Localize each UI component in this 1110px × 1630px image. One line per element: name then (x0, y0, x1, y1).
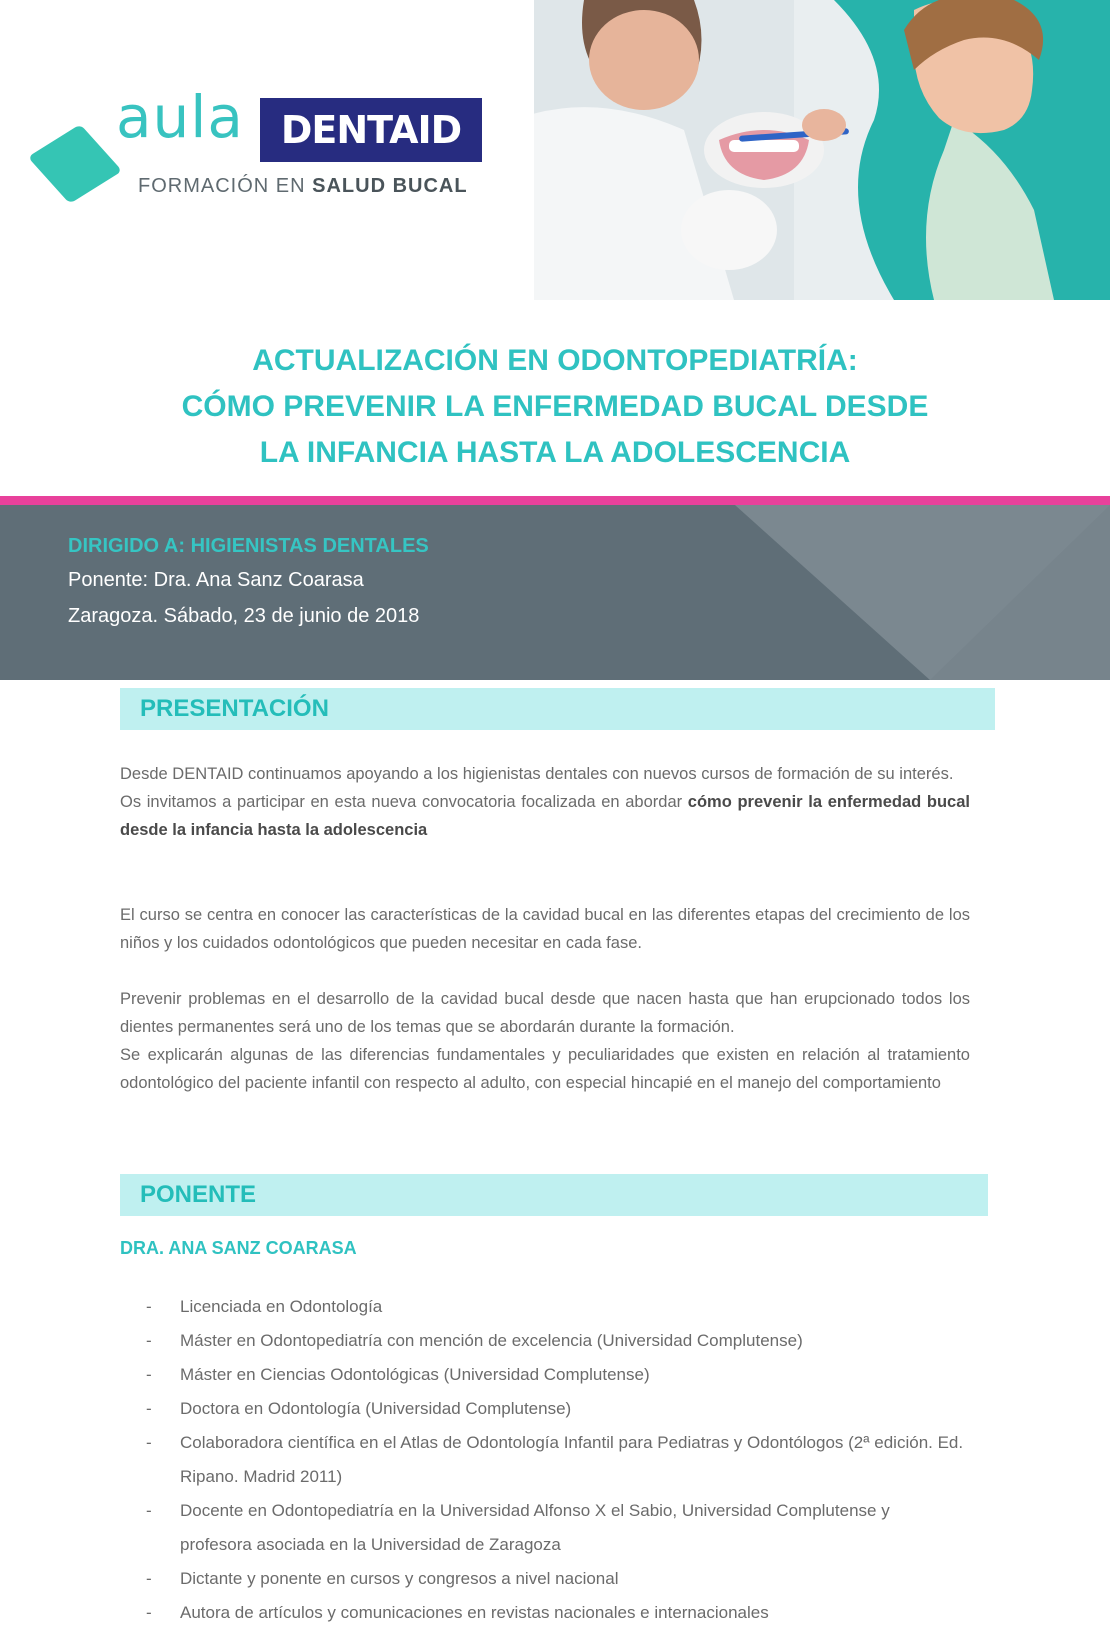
dash-bullet: - (146, 1433, 152, 1452)
info-band (0, 505, 1110, 680)
title-line-2: CÓMO PREVENIR LA ENFERMEDAD BUCAL DESDE (181, 390, 929, 423)
logo-aula-text: aula (116, 83, 244, 151)
list-item (146, 1290, 966, 1324)
list-item (146, 1562, 966, 1596)
logo-tagline (138, 175, 468, 198)
presentacion-p1b (120, 788, 970, 844)
tagline-bold: SALUD BUCAL (312, 175, 468, 197)
speaker-cv-list (146, 1290, 966, 1630)
dash-bullet: - (146, 1569, 152, 1588)
tagline-light: FORMACIÓN EN (138, 175, 306, 197)
presentacion-paragraph-2 (120, 901, 970, 957)
dash-bullet: - (146, 1399, 152, 1418)
pink-divider (0, 496, 1110, 505)
dash-bullet: - (146, 1365, 152, 1384)
audience-label: DIRIGIDO A: HIGIENISTAS DENTALES (68, 535, 429, 557)
dash-bullet: - (146, 1501, 152, 1520)
dash-bullet: - (146, 1331, 152, 1350)
list-item (146, 1596, 966, 1630)
photo-illustration (534, 0, 1110, 300)
cv-item-text: Autora de artículos y comunicaciones en revistas nacionales e internacionales (180, 1603, 769, 1622)
dash-bullet: - (146, 1297, 152, 1316)
aula-dentaid-logo[interactable] (44, 83, 484, 205)
cv-item-text: Licenciada en Odontología (180, 1297, 383, 1316)
cv-item-text: Dictante y ponente en cursos y congresos a nivel nacional (180, 1569, 619, 1588)
course-title (0, 338, 1110, 476)
presentacion-p1b-prefix: Os invitamos a participar en esta nueva convocatoria focalizada en abordar (120, 793, 688, 811)
list-item (146, 1324, 966, 1358)
section-ponente-heading: PONENTE (120, 1174, 988, 1216)
title-line-1: ACTUALIZACIÓN EN ODONTOPEDIATRÍA: (252, 344, 858, 377)
list-item (146, 1392, 966, 1426)
presentacion-paragraph-3 (120, 985, 970, 1097)
presentacion-p3a: Prevenir problemas en el desarrollo de la cavidad bucal desde que nacen hasta que han erupcionado todos los dientes permanentes será uno de los temas que se abordarán durante la formación. (120, 990, 970, 1036)
section-presentacion-heading: PRESENTACIÓN (120, 688, 995, 730)
cv-item-text: Máster en Odontopediatría con mención de excelencia (Universidad Complutense) (180, 1331, 803, 1350)
cv-item-text: Máster en Ciencias Odontológicas (Universidad Complutense) (180, 1365, 650, 1384)
presentacion-p3b: Se explicarán algunas de las diferencias fundamentales y peculiaridades que existen en relación al tratamiento odontológico del paciente infantil con respecto al adulto, con especial hincapié en el manejo del comportamiento (120, 1046, 970, 1092)
presentacion-p2: El curso se centra en conocer las características de la cavidad bucal en las diferentes etapas del crecimiento de los niños y los cuidados odontológicos que pueden necesitar en cada fase. (120, 906, 970, 952)
speaker-label: Ponente: Dra. Ana Sanz Coarasa (68, 569, 364, 591)
presentacion-p1a: Desde DENTAID continuamos apoyando a los higienistas dentales con nuevos cursos de formación de su interés. (120, 765, 954, 783)
logo-dentaid-text: DENTAID (260, 98, 482, 162)
dentist-child-photo (534, 0, 1110, 300)
speaker-name: DRA. ANA SANZ COARASA (120, 1238, 357, 1258)
logo-mark-icon (28, 124, 123, 204)
header (0, 0, 1110, 300)
cv-item-text: Colaboradora científica en el Atlas de Odontología Infantil para Pediatras y Odontólogos (2ª edición. Ed. Ripano. Madrid 2011) (180, 1433, 964, 1486)
title-line-3: LA INFANCIA HASTA LA ADOLESCENCIA (259, 436, 851, 469)
band-decoration (0, 505, 1110, 680)
list-item (146, 1494, 966, 1562)
dash-bullet: - (146, 1603, 152, 1622)
cv-item-text: Docente en Odontopediatría en la Universidad Alfonso X el Sabio, Universidad Complutense y profesora asociada en la Universidad de Zaragoza (180, 1501, 890, 1554)
cv-item-text: Doctora en Odontología (Universidad Complutense) (180, 1399, 572, 1418)
presentacion-p1b-bold: cómo prevenir la enfermedad bucal desde la infancia hasta la adolescencia (120, 793, 970, 839)
list-item (146, 1426, 966, 1494)
date-label: Zaragoza. Sábado, 23 de junio de 2018 (68, 605, 420, 627)
list-item (146, 1358, 966, 1392)
presentacion-paragraph-1 (120, 760, 970, 844)
